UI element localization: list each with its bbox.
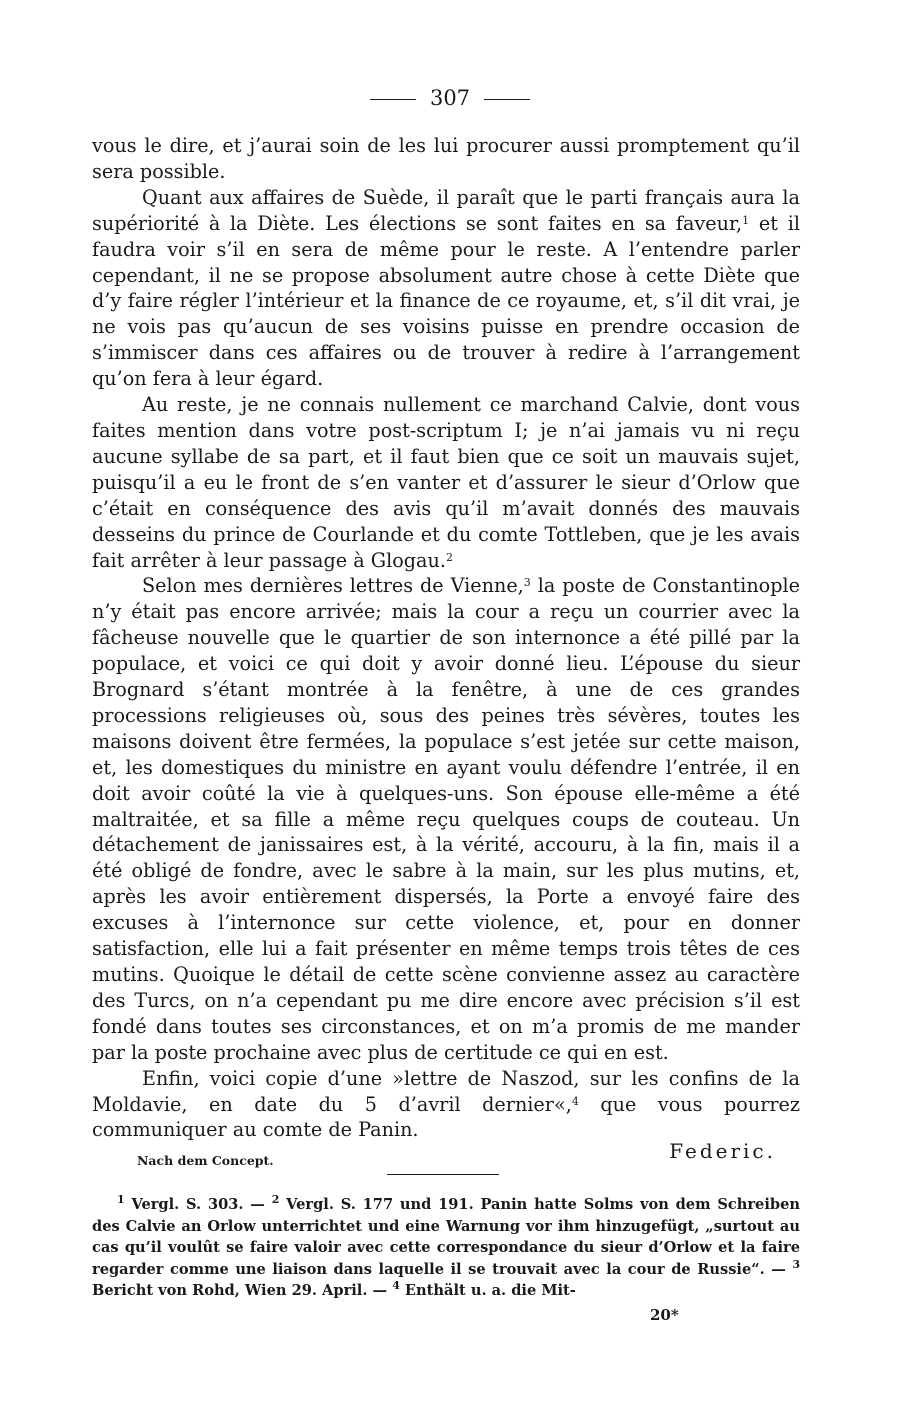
footnote-1: Vergl. S. 303. — [124,1196,272,1213]
footnote-marker-4: 4 [392,1279,400,1293]
footnote-ref-2: 2 [445,550,453,564]
page-header [0,86,900,116]
footnote-marker-1: 1 [117,1193,125,1206]
footnote-4: Enthält u. a. die Mit- [399,1282,576,1300]
paragraph-text: et il faudra voir s’il en sera de même pour le reste. A l’entendre parler cependant, il ne se propose absolument autre chose à cette Diète que d’y faire régler l’intérieur et la finance de ce royaume, et, s’il dit vrai, je ne vois pas qu’aucun de ses voisins puisse en prendre occasion de s’immiscer dans ces affaires ou de trouver à redire à l’arrangement qu’on fera à leur égard. [92,211,800,391]
footnote-divider [387,1174,499,1175]
paragraph-1 [92,133,800,185]
paragraph-4 [92,573,800,1065]
paragraph-text: Au reste, je ne connais nullement ce marchand Calvie, dont vous faites mention dans votre post-scriptum I; je n’ai jamais vu ni reçu aucune syllabe de sa part, et il faut bien que ce soit un mauvais sujet, puisqu’il a eu le front de s’en vanter et d’assurer le sieur d’Orlow que c’était en conséquence des avis qu’il m’avait donnés des mauvais desseins du prince de Courlande et du comte Tottleben, que je les avais fait arrêter à leur passage à Glogau. [92,393,800,572]
printer-signature-mark: 20* [650,1306,679,1324]
paragraph-3 [92,392,800,573]
footnote-marker-3: 3 [792,1257,800,1271]
paragraph-2 [92,185,800,392]
paragraph-text: vous le dire, et j’aurai soin de les lui procurer aussi promptement qu’il sera possible. [92,134,800,183]
paragraph-text: la poste de Constantinople n’y était pas encore arrivée; mais la cour a reçu un courrier avec la fâcheuse nouvelle que le quartier de son internonce a été pillé par la populace, et voici ce qui doit y avoir donné lieu. L’épouse du sieur Brognard s’étant montrée à la fenêtre, à une de ces grandes processions religieuses où, sous des peines très sévères, toutes les maisons doivent être fermées, la populace s’est jetée sur cette maison, et, les domestiques du ministre en ayant voulu défendre l’entrée, il en doit avoir coûté la vie à quelques-uns. Son épouse elle-même a été maltraitée, et sa fille a même reçu quelques coups de couteau. Un détachement de janissaires est, à la vérité, accouru, à la fin, mais il a été obligé de fondre, avec le sabre à la main, sur les plus mutins, et, après les avoir entièrement dispersés, la Porte a envoyé faire des excuses à l’internonce sur cette violence, et, pour en donner satisfaction, elle lui a fait présenter en même temps trois têtes de ces mutins. Quoique le détail de cette scène convienne assez au caractère des Turcs, on n’a cependant pu me dire encore avec précision s’il est fondé dans toutes ses circonstances, et on m’a promis de me mander par la poste prochaine avec plus de certitude ce qui en est. [92,574,800,1064]
paragraph-5 [92,1066,800,1144]
footnotes [92,1194,800,1302]
source-note: Nach dem Concept. [137,1153,274,1168]
header-dash-left [370,99,416,100]
closing-row [92,1139,800,1169]
signature: Federic. [669,1139,776,1163]
letter-body [92,133,800,1143]
paragraph-text: Selon mes dernières lettres de Vienne, [142,574,524,598]
footnote-ref-3: 3 [523,576,531,590]
footnote-ref-4: 4 [571,1094,579,1108]
footnote-block [92,1194,800,1302]
footnote-ref-1: 1 [742,213,750,227]
footnote-2: Vergl. S. 177 und 191. Panin hatte Solms von dem Schreiben des Calvie an Orlow unterrichtet und eine Warnung vor ihm hinzugefügt, „surtout au cas qu’il voulût se faire valoir avec cette correspondance du sieur d’Orlow et la faire regarder comme une liaison dans laquelle il se trouvait avec la cour de Russie“. — [92,1196,800,1278]
paragraph-text: Quant aux affaires de Suède, il paraît que le parti français aura la supériorité à la Diète. Les élections se sont faites en sa faveur, [92,185,800,235]
footnote-3: Bericht von Rohd, Wien 29. April. — [92,1282,393,1300]
footnote-marker-2: 2 [271,1193,280,1206]
paragraph-text: Enfin, voici copie d’une »lettre de Naszod, sur les confins de la Moldavie, en date du 5 d’avril dernier«, [92,1066,800,1116]
header-dash-right [484,99,530,100]
page-number: 307 [429,86,471,110]
paragraph-text: que vous pourrez communiquer au comte de Panin. [92,1092,800,1142]
